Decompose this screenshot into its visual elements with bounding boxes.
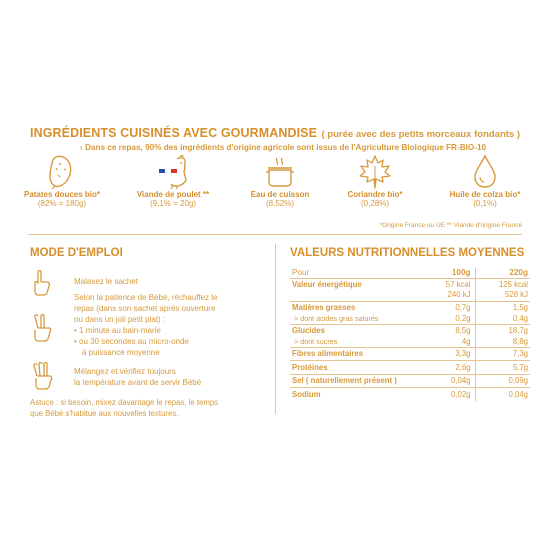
row-label: Glucides xyxy=(290,324,420,337)
ingredient-oil xyxy=(440,154,530,208)
row-label: > dont acides gras saturés xyxy=(294,314,379,323)
row-label: > dont sucres xyxy=(294,337,338,346)
row-value-220g: 18,7g xyxy=(475,324,530,337)
nutrition-table xyxy=(290,268,530,401)
ingredient-coriander xyxy=(335,154,415,208)
chicken-icon xyxy=(153,154,193,190)
ingredient-name: Eau de cuisson xyxy=(250,190,310,199)
energy-kcal: 57 kcal xyxy=(445,280,471,289)
astuce-line: Astuce : si besoin, mixez davantage le repas, le temps xyxy=(30,398,219,407)
ingredients-row xyxy=(0,154,550,224)
column-divider xyxy=(275,244,276,414)
section-divider xyxy=(28,234,522,235)
ingredient-name: Coriandre bio* xyxy=(347,190,403,199)
row-value-100g xyxy=(420,278,475,301)
ingredient-sweet-potato xyxy=(22,154,102,208)
table-row xyxy=(290,374,530,388)
step-2-line: repas (dans son sachet après ouverture xyxy=(74,304,216,313)
energy-kj: 240 kJ xyxy=(447,289,471,299)
leaf-icon xyxy=(357,154,393,190)
row-label: Sel ( naturellement présent ) xyxy=(290,374,420,388)
oil-drop-icon xyxy=(470,154,500,190)
ingredients-subtitle: ( purée avec des petits morceaux fondants ) xyxy=(321,129,521,140)
ingredient-pct: (82% = 180g) xyxy=(37,199,87,208)
table-row xyxy=(290,314,530,324)
step-2-bullet: • ou 30 secondes au micro-onde xyxy=(74,337,189,346)
row-value-220g: 0,04g xyxy=(475,388,530,401)
pot-icon xyxy=(262,154,298,190)
step-2-bullet: à puissance moyenne xyxy=(82,348,160,357)
row-value-100g: 0,02g xyxy=(420,388,475,401)
step-3 xyxy=(74,366,201,388)
table-header-row xyxy=(290,268,530,278)
astuce xyxy=(30,397,280,419)
col-100g: 100g xyxy=(420,268,475,278)
row-value-100g: 0,2g xyxy=(420,314,475,324)
step-2 xyxy=(74,292,218,358)
step-3-line: la température avant de servir Bébé xyxy=(74,378,202,387)
row-value-100g: 4g xyxy=(420,337,475,347)
three-fingers-icon xyxy=(30,362,54,390)
row-label: Matières grasses xyxy=(290,301,420,314)
col-label: Pour xyxy=(292,268,310,277)
col-220g: 220g xyxy=(509,268,528,277)
ingredient-name: Viande de poulet ** xyxy=(136,190,210,199)
row-value-100g: 8,5g xyxy=(420,324,475,337)
table-row xyxy=(290,301,530,314)
row-value-220g: 0,4g xyxy=(512,314,528,323)
row-value-100g: 0,7g xyxy=(420,301,475,314)
table-row xyxy=(290,324,530,337)
row-label: Fibres alimentaires xyxy=(290,347,420,361)
astuce-line: que Bébé s'habitue aux nouvelles textures. xyxy=(30,409,179,418)
energy-kj: 528 kJ xyxy=(505,289,528,299)
row-value-100g: 3,3g xyxy=(420,347,475,361)
ingredients-title: INGRÉDIENTS CUISINÉS AVEC GOURMANDISE xyxy=(30,126,318,140)
table-row xyxy=(290,361,530,375)
step-1: Malaxez le sachet xyxy=(74,277,139,286)
table-row xyxy=(290,347,530,361)
ingredient-pct: (8,52%) xyxy=(265,199,294,208)
table-row xyxy=(290,388,530,401)
row-value-220g: 1,5g xyxy=(475,301,530,314)
origin-note: *Origine France ou UE ** Viande d'origine France xyxy=(379,222,522,229)
row-value-220g xyxy=(475,278,530,301)
row-value-220g: 5,7g xyxy=(475,361,530,375)
step-2-line: Selon la patience de Bébé, réchauffez le xyxy=(74,293,218,302)
ingredients-header xyxy=(30,124,530,142)
step-2-bullet: • 1 minute au bain-marie xyxy=(74,326,161,335)
energy-kcal: 125 kcal xyxy=(498,280,528,289)
row-value-220g: 0,09g xyxy=(475,374,530,388)
mode-title: MODE D'EMPLOI xyxy=(30,247,123,259)
ingredient-water xyxy=(245,154,315,208)
two-fingers-icon xyxy=(30,314,54,342)
ingredient-name: Huile de colza bio* xyxy=(449,190,521,199)
step-2-line: ou dans un joli petit plat) : xyxy=(74,315,166,324)
step-3-line: Mélangez et vérifiez toujours xyxy=(74,367,176,376)
nutrition-title: VALEURS NUTRITIONNELLES MOYENNES xyxy=(290,247,525,259)
one-finger-icon xyxy=(30,270,52,296)
row-label: Sodium xyxy=(290,388,420,401)
sweet-potato-icon xyxy=(47,154,77,190)
bio-note: › Dans ce repas, 90% des ingrédients d'origine agricole sont issus de l'Agriculture Biologique FR-BIO-10 xyxy=(80,143,487,152)
row-value-100g: 0,04g xyxy=(420,374,475,388)
table-row xyxy=(290,278,530,301)
ingredient-pct: (0,28%) xyxy=(360,199,389,208)
row-label: Valeur énergétique xyxy=(290,278,420,301)
ingredient-chicken xyxy=(128,154,218,208)
row-value-100g: 2,6g xyxy=(420,361,475,375)
ingredient-pct: (0,1%) xyxy=(473,199,497,208)
table-row xyxy=(290,337,530,347)
row-value-220g: 7,3g xyxy=(475,347,530,361)
ingredient-pct: (9,1% = 20g) xyxy=(149,199,197,208)
ingredient-name: Patates douces bio* xyxy=(23,190,101,199)
row-label: Protéines xyxy=(290,361,420,375)
row-value-220g: 8,8g xyxy=(512,337,528,346)
